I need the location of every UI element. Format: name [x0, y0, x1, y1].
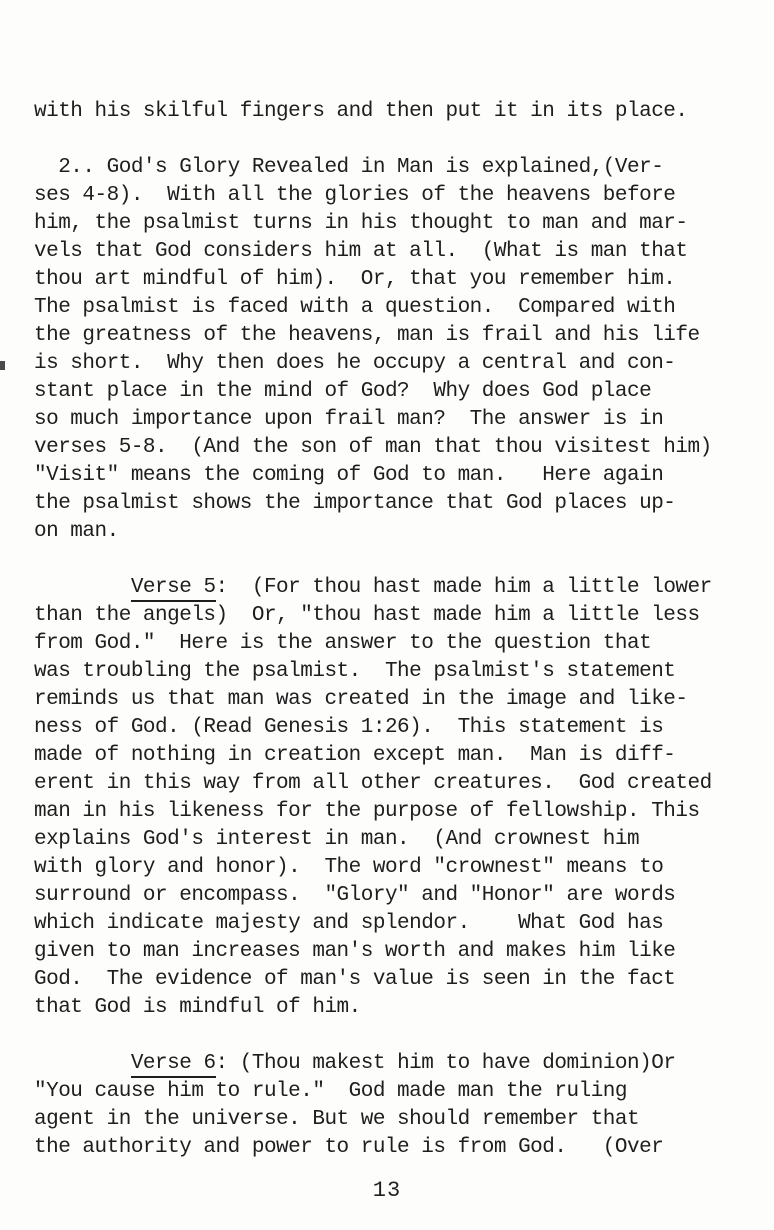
text-line: God. The evidence of man's value is seen in the fact: [34, 968, 676, 991]
text-line: "You cause him to rule." God made man the ruling: [34, 1080, 628, 1103]
text-line: given to man increases man's worth and makes him like: [34, 940, 676, 963]
scan-artifact: [0, 361, 5, 370]
text-line: him, the psalmist turns in his thought to man and mar-: [34, 212, 688, 235]
text-line: so much importance upon frail man? The answer is in: [34, 408, 664, 431]
text-line: erent in this way from all other creatures. God created: [34, 772, 712, 795]
text-line: surround or encompass. "Glory" and "Honor" are words: [34, 884, 676, 907]
text-line: ness of God. (Read Genesis 1:26). This statement is: [34, 716, 664, 739]
text-line: verses 5-8. (And the son of man that thou visitest him): [34, 436, 712, 459]
text-line: agent in the universe. But we should remember that: [34, 1108, 640, 1131]
page-number: 13: [372, 1178, 402, 1203]
text-line: with glory and honor). The word "crownest" means to: [34, 856, 664, 879]
text-line: thou art mindful of him). Or, that you remember him.: [34, 268, 676, 291]
text-line: is short. Why then does he occupy a central and con-: [34, 352, 676, 375]
text-line: on man.: [34, 520, 119, 543]
text-line: than the angels) Or, "thou hast made him a little less: [34, 604, 700, 627]
verse-heading-label: Verse 5: [131, 576, 216, 602]
text-line: the psalmist shows the importance that God places up-: [34, 492, 676, 515]
text-line: which indicate majesty and splendor. What God has: [34, 912, 664, 935]
text-line: 2.. God's Glory Revealed in Man is explained,(Ver-: [34, 156, 664, 179]
text-line: the greatness of the heavens, man is frail and his life: [34, 324, 700, 347]
verse-6-commentary-paragraph: [34, 1050, 712, 1162]
text-line: ses 4-8). With all the glories of the heavens before: [34, 184, 676, 207]
text-line: stant place in the mind of God? Why does God place: [34, 380, 652, 403]
text-line: explains God's interest in man. (And crownest him: [34, 828, 640, 851]
page-body: [34, 98, 712, 1162]
text-line: reminds us that man was created in the image and like-: [34, 688, 688, 711]
text-line: Verse 6: (Thou makest him to have dominion)Or: [34, 1050, 712, 1078]
intro-continuation-paragraph: [34, 98, 712, 126]
text-line: that God is mindful of him.: [34, 996, 361, 1019]
text-line: vels that God considers him at all. (What is man that: [34, 240, 688, 263]
text-line: The psalmist is faced with a question. Compared with: [34, 296, 676, 319]
text-line: Verse 5: (For thou hast made him a little lower: [34, 574, 712, 602]
verse-5-commentary-paragraph: [34, 574, 712, 1022]
point-2-gods-glory-paragraph: [34, 154, 712, 546]
text-line: man in his likeness for the purpose of fellowship. This: [34, 800, 700, 823]
text-line: the authority and power to rule is from God. (Over: [34, 1136, 664, 1159]
text-line: was troubling the psalmist. The psalmist's statement: [34, 660, 676, 683]
text-line: made of nothing in creation except man. Man is diff-: [34, 744, 676, 767]
verse-heading-label: Verse 6: [131, 1052, 216, 1078]
text-line: with his skilful fingers and then put it in its place.: [34, 100, 688, 123]
text-line: from God." Here is the answer to the question that: [34, 632, 652, 655]
text-line: "Visit" means the coming of God to man. Here again: [34, 464, 664, 487]
